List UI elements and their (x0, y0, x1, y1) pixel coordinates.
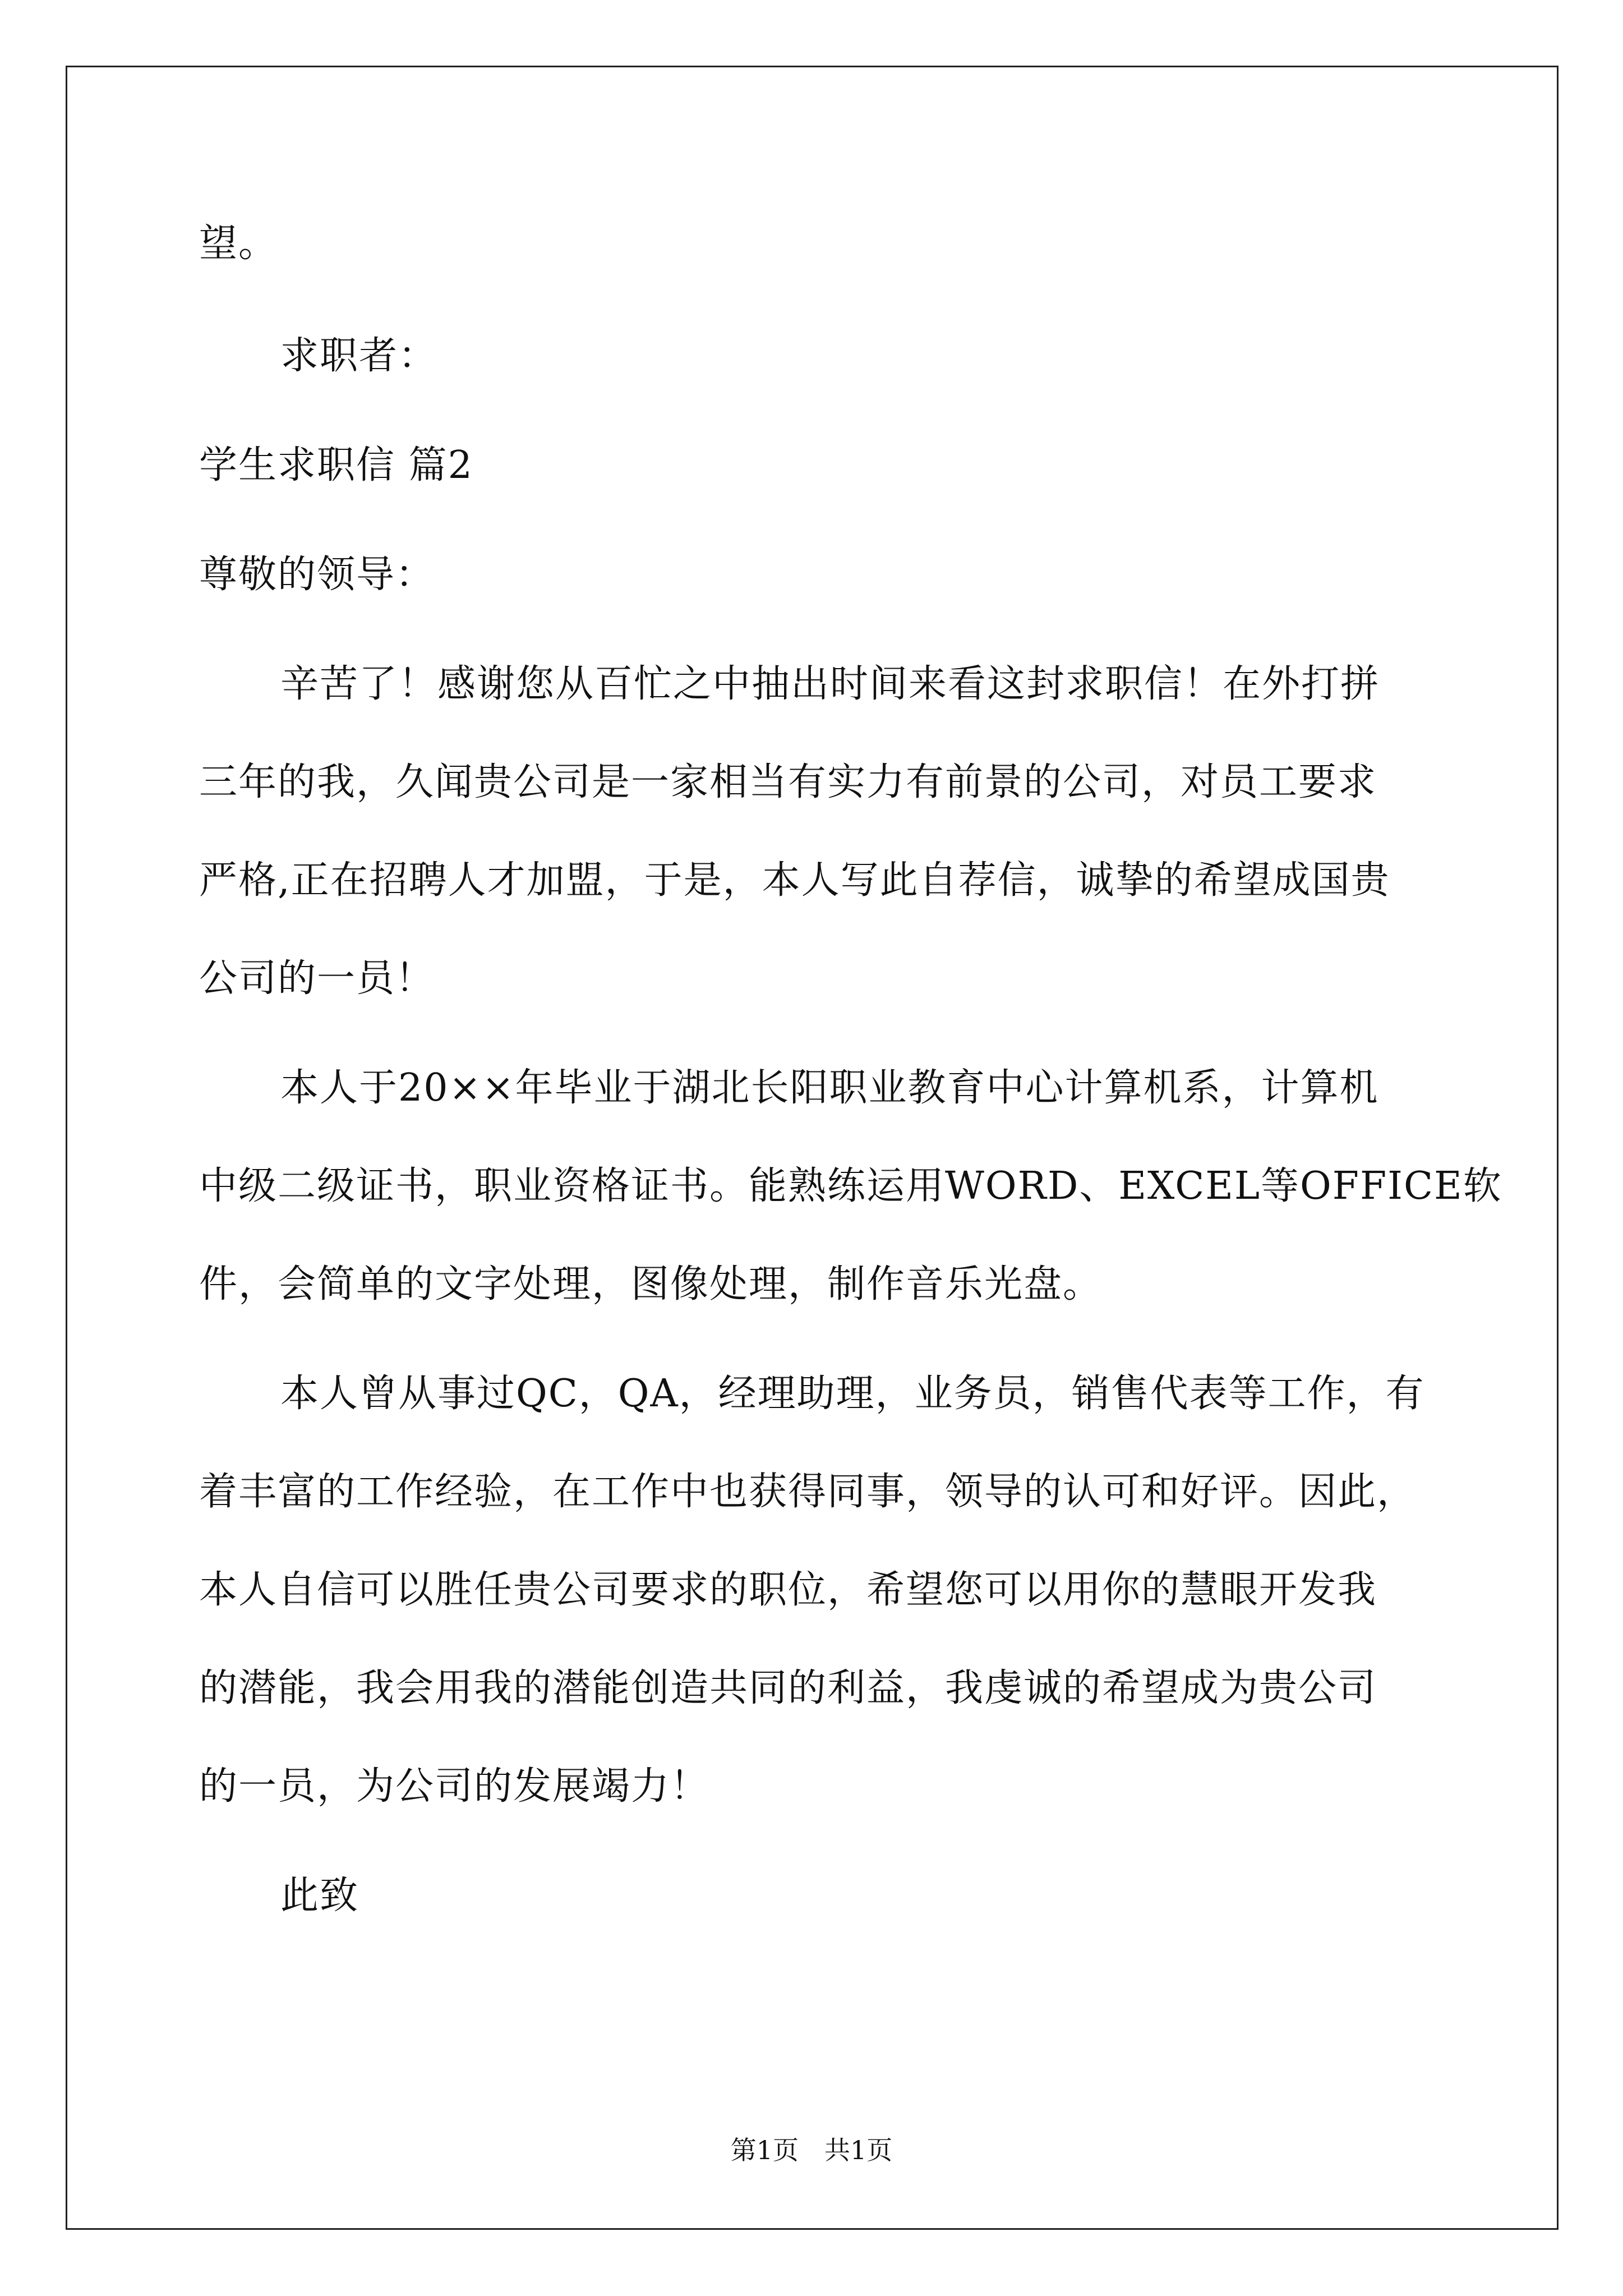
text-line: 本人自信可以胜任贵公司要求的职位，希望您可以用你的慧眼开发我 (199, 1568, 1377, 1612)
text-line: 望。 (199, 222, 278, 266)
section-heading: 学生求职信 篇2 (199, 443, 473, 487)
text-line: 着丰富的工作经验，在工作中也获得同事，领导的认可和好评。因此， (199, 1470, 1417, 1514)
text-line: 本人于20××年毕业于湖北长阳职业教育中心计算机系，计算机 (280, 1066, 1379, 1110)
text-line: 辛苦了！感谢您从百忙之中抽出时间来看这封求职信！在外打拼 (280, 662, 1380, 706)
text-line: 中级二级证书，职业资格证书。能熟练运用WORD、EXCEL等OFFICE软 (199, 1164, 1502, 1208)
text-line: 严格,正在招聘人才加盟，于是，本人写此自荐信，诚挚的希望成国贵 (199, 858, 1390, 903)
text-line: 三年的我，久闻贵公司是一家相当有实力有前景的公司，对员工要求 (199, 760, 1377, 804)
text-line: 件，会简单的文字处理，图像处理，制作音乐光盘。 (199, 1262, 1103, 1306)
signature-label: 求职者： (280, 334, 438, 378)
text-line: 公司的一员！ (199, 956, 435, 1001)
text-line: 本人曾从事过QC，QA，经理助理，业务员，销售代表等工作，有 (280, 1372, 1425, 1416)
text-line: 的潜能，我会用我的潜能创造共同的利益，我虔诚的希望成为贵公司 (199, 1666, 1377, 1710)
text-line: 的一员，为公司的发展竭力！ (199, 1764, 710, 1809)
page-number-footer: 第1页 共1页 (730, 2135, 893, 2165)
closing-line: 此致 (280, 1874, 359, 1918)
salutation: 尊敬的领导： (199, 553, 435, 597)
